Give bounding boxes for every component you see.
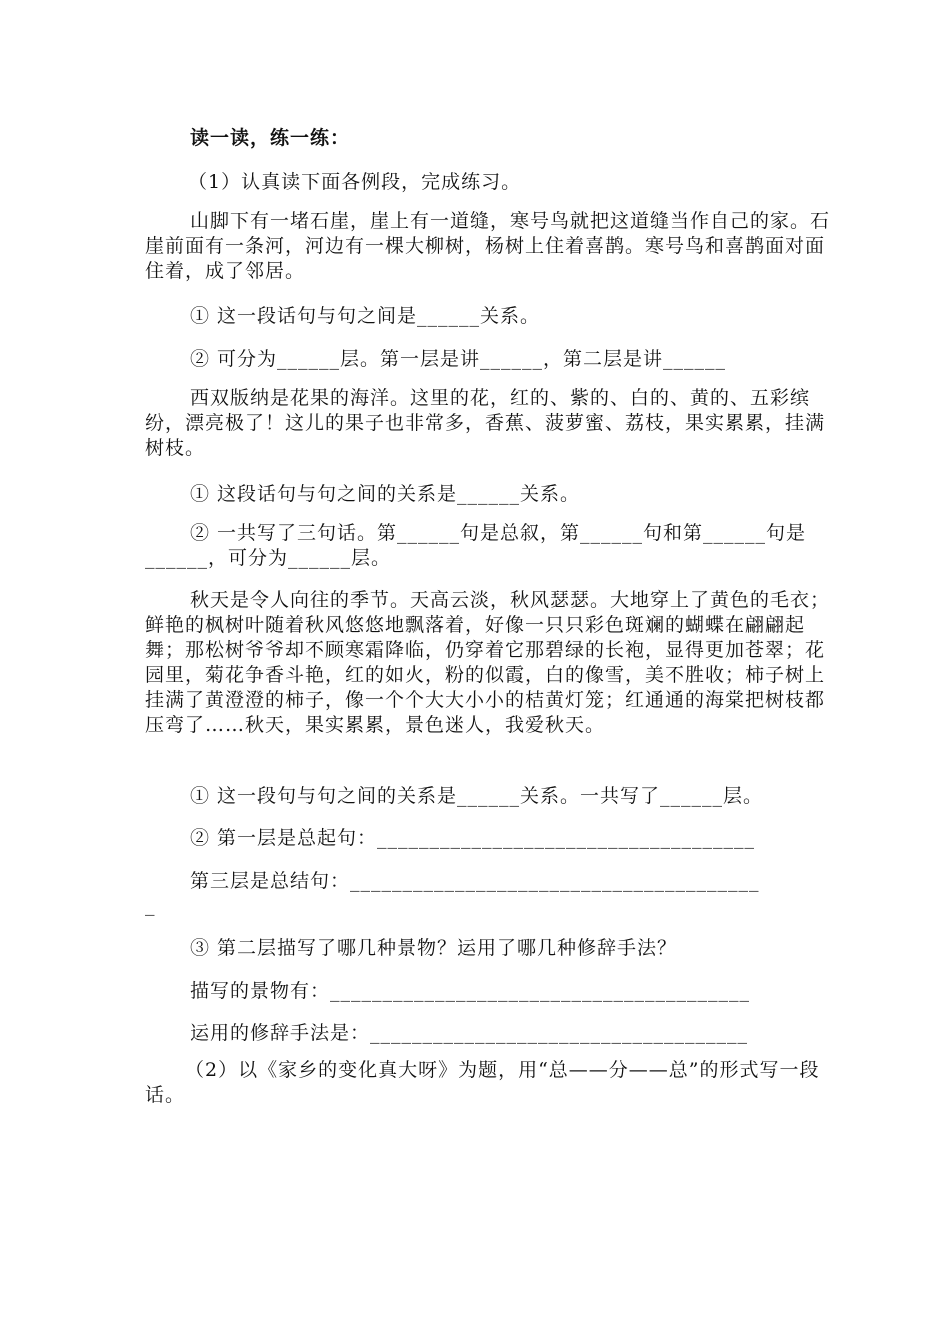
passage-3-question-2b: 第三层是总结句：_______________________________________ bbox=[190, 870, 760, 892]
passage-3-question-3b: 运用的修辞手法是：____________________________________ bbox=[190, 1022, 749, 1044]
passage-1-question-2: ② 可分为______层。第一层是讲______，第二层是讲______ bbox=[190, 348, 727, 370]
worksheet-title: 读一读，练一练： bbox=[190, 127, 351, 149]
part2-instruction: （2）以《家乡的变化真大呀》为题，用“总——分——总”的形式写一段话。 bbox=[145, 1059, 820, 1106]
passage-3-question-2: ② 第一层是总起句：____________________________________ bbox=[190, 827, 756, 849]
passage-3-question-3: ③ 第二层描写了哪几种景物？运用了哪几种修辞手法？ bbox=[190, 937, 678, 959]
passage-2: 西双版纳是花果的海洋。这里的花，红的、紫的、白的、黄的、五彩缤纷，漂亮极了！这儿的果子也非常多，香蕉、菠萝蜜、荔枝，果实累累，挂满树枝。 bbox=[145, 387, 826, 459]
passage-3-question-1: ① 这一段句与句之间的关系是______关系。一共写了______层。 bbox=[190, 785, 764, 807]
passage-2-question-2: ② 一共写了三句话。第______句是总叙，第______句和第______句是______，可分为______层。 bbox=[145, 522, 807, 569]
passage-3-question-3a: 描写的景物有：________________________________________ bbox=[190, 980, 751, 1002]
passage-3-question-2b-tail: _ bbox=[145, 894, 156, 916]
passage-1-question-1: ① 这一段话句与句之间是______关系。 bbox=[190, 305, 541, 327]
passage-1: 山脚下有一堵石崖，崖上有一道缝，寒号鸟就把这道缝当作自己的家。石崖前面有一条河，河边有一棵大柳树，杨树上住着喜鹊。寒号鸟和喜鹊面对面住着，成了邻居。 bbox=[145, 210, 831, 282]
part1-instruction: （1）认真读下面各例段，完成练习。 bbox=[188, 171, 522, 193]
passage-2-question-1: ① 这段话句与句之间的关系是______关系。 bbox=[190, 483, 581, 505]
passage-3: 秋天是令人向往的季节。天高云淡，秋风瑟瑟。大地穿上了黄色的毛衣；鲜艳的枫树叶随着秋风悠悠地飘落着，好像一只只彩色斑斓的蝴蝶在翩翩起舞；那松树爷爷却不顾寒霜降临，仍穿着它那碧绿的长袍，显得更加苍翠；花园里，菊花争香斗艳，红的如火，粉的似霞，白的像雪，美不胜收；柿子树上挂满了黄澄澄的柿子，像一个个大大小小的桔黄灯笼；红通通的海棠把树枝都压弯了……秋天，果实累累，景色迷人，我爱秋天。 bbox=[145, 589, 831, 736]
